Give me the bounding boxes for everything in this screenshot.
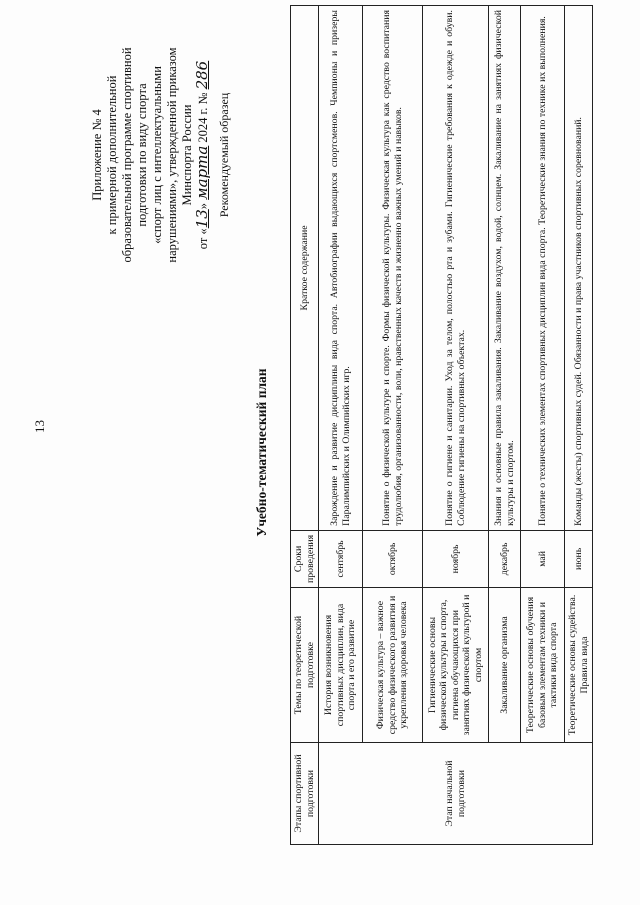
handwritten-day: 13 (193, 209, 211, 229)
document-title: Учебно-тематический план (254, 368, 269, 537)
term-cell: июнь (565, 530, 593, 587)
content-cell: Зарождение и развитие дисциплины вида спорта. Автобиографии выдающихся спортсменов. Чемпионы и призеры Паралимпийских и Олимпийских игр. (319, 6, 363, 531)
appendix-line: Минспорта России (180, 104, 194, 206)
appendix-line: образовательной программе спортивной (120, 47, 134, 263)
stage-cell: Этап начальной подготовки (319, 743, 593, 845)
thematic-plan-table (290, 5, 593, 845)
content-cell: Понятие о технических элементах спортивных дисциплин вида спорта. Теоретические знания по технике их выполнения. (521, 6, 565, 531)
content-cell: Понятие о гигиене и санитарии. Уход за телом, полостью рта и зубами. Гигиенические требования к одежде и обуви. Соблюдение гигиены на спортивных объектах. (423, 6, 489, 531)
appendix-line: подготовки по виду спорта (135, 83, 149, 227)
handwritten-number: 286 (193, 60, 211, 90)
year-part: 2024 г. № (196, 92, 210, 143)
table-row (363, 6, 423, 845)
date-mid: » (196, 202, 210, 210)
content-cell: Команды (жесты) спортивных судей. Обязанности и права участников спортивных соревнований. (565, 6, 593, 531)
topic-cell: Теоретические основы обучения базовым элементам техники и тактики вида спорта (521, 587, 565, 742)
appendix-line: к примерной дополнительной (105, 75, 119, 235)
table-row (489, 6, 521, 845)
content-cell: Понятие о физической культуре и спорте. Формы физической культуры. Физическая культура как средство воспитания трудолюбия, организованности, воли, нравственных качеств и жизненно важных умений и навыков. (363, 6, 423, 531)
sample-label: Рекомендуемый образец (217, 92, 231, 218)
term-cell: сентябрь (319, 530, 363, 587)
table-row (423, 6, 489, 845)
table-header-row (291, 6, 319, 845)
column-header: Темы по теоретической подготовке (291, 587, 319, 742)
appendix-line: Приложение № 4 (90, 109, 104, 201)
term-cell: октябрь (363, 530, 423, 587)
content-cell: Знания и основные правила закаливания. Закаливание воздухом, водой, солнцем. Закаливание на занятиях физической культуры и спортом. (489, 6, 521, 531)
topic-cell: Теоретические основы судейства. Правила вида (565, 587, 593, 742)
appendix-line: нарушениями», утвержденной приказом (165, 47, 179, 263)
topic-cell: Физическая культура – важное средство физического развития и укрепления здоровья человека (363, 587, 423, 742)
topic-cell: История возникновения спортивных дисциплин, вида спорта и его развитие (319, 587, 363, 742)
term-cell: декабрь (489, 530, 521, 587)
appendix-header (90, 25, 232, 285)
appendix-line: «спорт лиц с интеллектуальными (150, 66, 164, 244)
table-row (521, 6, 565, 845)
column-header: Краткое содержание (291, 6, 319, 531)
page-number: 13 (32, 420, 47, 433)
column-header: Этапы спортивной подготовки (291, 743, 319, 845)
table-row (565, 6, 593, 845)
term-cell: май (521, 530, 565, 587)
topic-cell: Закаливание организма (489, 587, 521, 742)
order-date-line (195, 25, 211, 285)
handwritten-month: марта (193, 145, 211, 200)
term-cell: ноябрь (423, 530, 489, 587)
column-header: Сроки проведения (291, 530, 319, 587)
table-row (319, 6, 363, 845)
topic-cell: Гигиенические основы физической культуры и спорта, гигиена обучающихся при занятиях физической культурой и спортом (423, 587, 489, 742)
date-prefix: от « (196, 228, 210, 250)
